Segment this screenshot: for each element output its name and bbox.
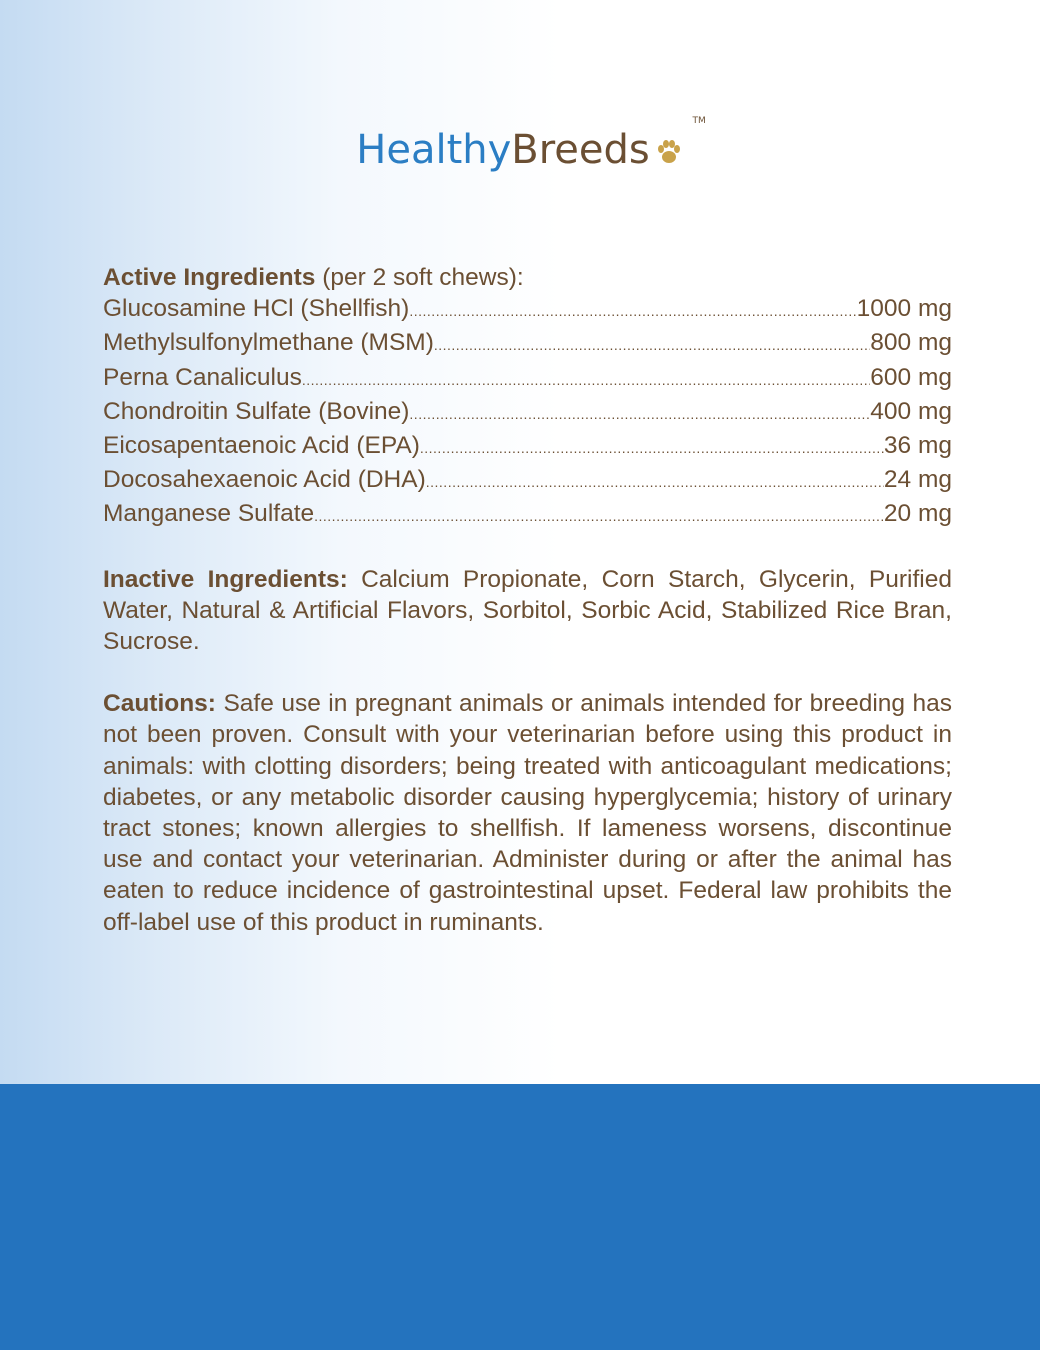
dot-leader <box>314 501 884 532</box>
inactive-heading: Inactive Ingredients: <box>103 565 348 593</box>
dot-leader <box>434 330 870 361</box>
ingredient-name: Manganese Sulfate <box>103 500 315 528</box>
ingredient-row <box>103 464 952 498</box>
active-heading: Active Ingredients <box>103 264 316 291</box>
ingredient-row <box>103 430 952 464</box>
ingredient-row <box>103 362 952 396</box>
brand-logo-text <box>356 116 706 180</box>
dot-leader <box>302 365 870 396</box>
ingredient-name: Docosahexaenoic Acid (DHA) <box>103 466 426 494</box>
ingredient-row <box>103 327 952 361</box>
ingredient-amount: 400 mg <box>870 397 952 425</box>
active-subheading: (per 2 soft chews): <box>315 264 524 291</box>
ingredient-amount: 36 mg <box>883 432 952 460</box>
ingredient-amount: 800 mg <box>870 329 952 357</box>
footer-band <box>0 1084 1040 1350</box>
ingredient-name: Methylsulfonylmethane (MSM) <box>103 329 434 357</box>
section-gap <box>103 657 952 688</box>
label-content <box>103 262 952 938</box>
active-ingredients-heading <box>103 262 952 293</box>
dot-leader <box>420 433 884 464</box>
ingredient-row <box>103 293 952 327</box>
dot-leader <box>426 467 884 498</box>
cautions <box>103 688 952 938</box>
paw-icon <box>654 137 684 167</box>
brand-healthy: Healthy <box>356 127 512 173</box>
inactive-ingredients <box>103 564 952 658</box>
brand-breeds: Breeds <box>511 127 650 173</box>
inactive-text: Calcium Propionate, Corn Starch, Glycerin, Purified Water, Natural & Artificial Flavors, Sorbitol, Sorbic Acid, Stabilized Rice Bran, Sucrose. <box>103 565 952 656</box>
ingredient-name: Eicosapentaenoic Acid (EPA) <box>103 432 420 460</box>
section-gap <box>103 533 952 564</box>
ingredient-amount: 1000 mg <box>856 295 952 323</box>
ingredient-name: Glucosamine HCl (Shellfish) <box>103 295 410 323</box>
ingredient-amount: 24 mg <box>883 466 952 494</box>
dot-leader <box>409 399 870 430</box>
ingredient-name: Perna Canaliculus <box>103 363 302 391</box>
ingredient-row <box>103 396 952 430</box>
ingredient-name: Chondroitin Sulfate (Bovine) <box>103 397 410 425</box>
cautions-text: Safe use in pregnant animals or animals intended for breeding has not been proven. Consult with your veterinarian before using this product in animals: with clotting disorders; being treated with anticoagulant medications; diabetes, or any metabolic disorder causing hyperglycemia; history of urinary tract stones; known allergies to shellfish. If lameness worsens, discontinue use and contact your veterinarian. Administer during or after the animal has eaten to reduce incidence of gastrointestinal upset. Federal law prohibits the off-label use of this product in ruminants. <box>103 690 952 936</box>
dot-leader <box>409 296 856 327</box>
ingredient-amount: 20 mg <box>883 500 952 528</box>
brand-logo <box>0 116 1040 180</box>
trademark-mark: TM <box>692 116 706 126</box>
ingredient-amount: 600 mg <box>870 363 952 391</box>
ingredient-row <box>103 498 952 532</box>
active-ingredients-list <box>103 293 952 532</box>
cautions-heading: Cautions: <box>103 690 216 718</box>
